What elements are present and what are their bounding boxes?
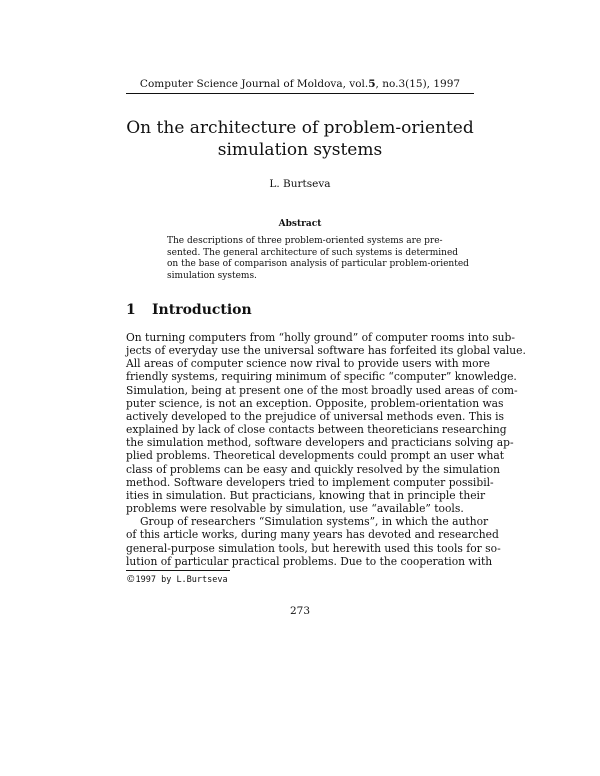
running-header <box>126 78 474 91</box>
body-line: problems were resolvable by simulation, use “available” tools. <box>126 502 464 516</box>
body-line: On turning computers from “holly ground” of computer rooms into sub- <box>126 331 516 344</box>
abstract-line: sented. The general architecture of such systems is determined <box>167 247 459 258</box>
header-rule <box>126 93 474 94</box>
body-line: of this article works, during many years has devoted and researched <box>126 528 499 542</box>
abstract-line: simulation systems. <box>167 270 257 281</box>
paper-title <box>126 117 474 161</box>
abstract-line: The descriptions of three problem-oriented systems are pre- <box>167 236 443 246</box>
body-line: the simulation method, software developers and practicians solving ap- <box>126 436 514 450</box>
body-line: general-purpose simulation tools, but herewith used this tools for so- <box>126 541 501 555</box>
section-number: 1 <box>126 302 136 318</box>
body-line: All areas of computer science now rival to provide users with more <box>126 357 490 371</box>
abstract-body <box>167 236 469 282</box>
body-line: method. Software developers tried to implement computer possibil- <box>126 475 494 489</box>
author-name: L. Burtseva <box>269 178 331 190</box>
body-line: jects of everyday use the universal software has forfeited its global value. <box>126 344 526 358</box>
body-line: lution of particular practical problems. Due to the cooperation with <box>126 554 493 568</box>
page-number: 273 <box>289 605 311 617</box>
body-line: explained by lack of close contacts between theoreticians researching <box>126 423 507 437</box>
body-line: plied problems. Theoretical developments could prompt an user what <box>126 449 505 463</box>
body-line: Simulation, being at present one of the most broadly used areas of com- <box>126 383 518 397</box>
copyright-footnote <box>126 574 474 586</box>
body-text <box>126 331 526 568</box>
section-title: Introduction <box>152 302 252 318</box>
volume-number: 5 <box>368 78 376 90</box>
body-line: friendly systems, requiring minimum of specific “computer” knowledge. <box>126 370 517 384</box>
abstract-line: on the base of comparison analysis of particular problem-oriented <box>167 259 469 270</box>
body-line: ities in simulation. But practicians, knowing that in principle their <box>126 488 486 502</box>
body-line: Group of researchers “Simulation systems”, in which the author <box>140 515 489 529</box>
section-heading <box>126 301 474 319</box>
footnote-rule <box>126 570 230 571</box>
journal-name: Computer Science Journal of Moldova, vol. <box>139 78 369 90</box>
abstract-heading: Abstract <box>278 219 322 229</box>
body-line: actively developed to the prejudice of universal methods even. This is <box>126 409 505 423</box>
body-line: class of problems can be easy and quickly resolved by the simulation <box>126 462 500 476</box>
title-line: simulation systems <box>217 140 383 160</box>
title-line: On the architecture of problem-oriented <box>126 118 474 138</box>
copyright-text: 1997 by L.Burtseva <box>135 575 228 585</box>
body-line: puter science, is not an exception. Opposite, problem-orientation was <box>126 396 504 410</box>
copyright-symbol: © <box>126 574 136 585</box>
issue-info: , no.3(15), 1997 <box>375 78 461 90</box>
